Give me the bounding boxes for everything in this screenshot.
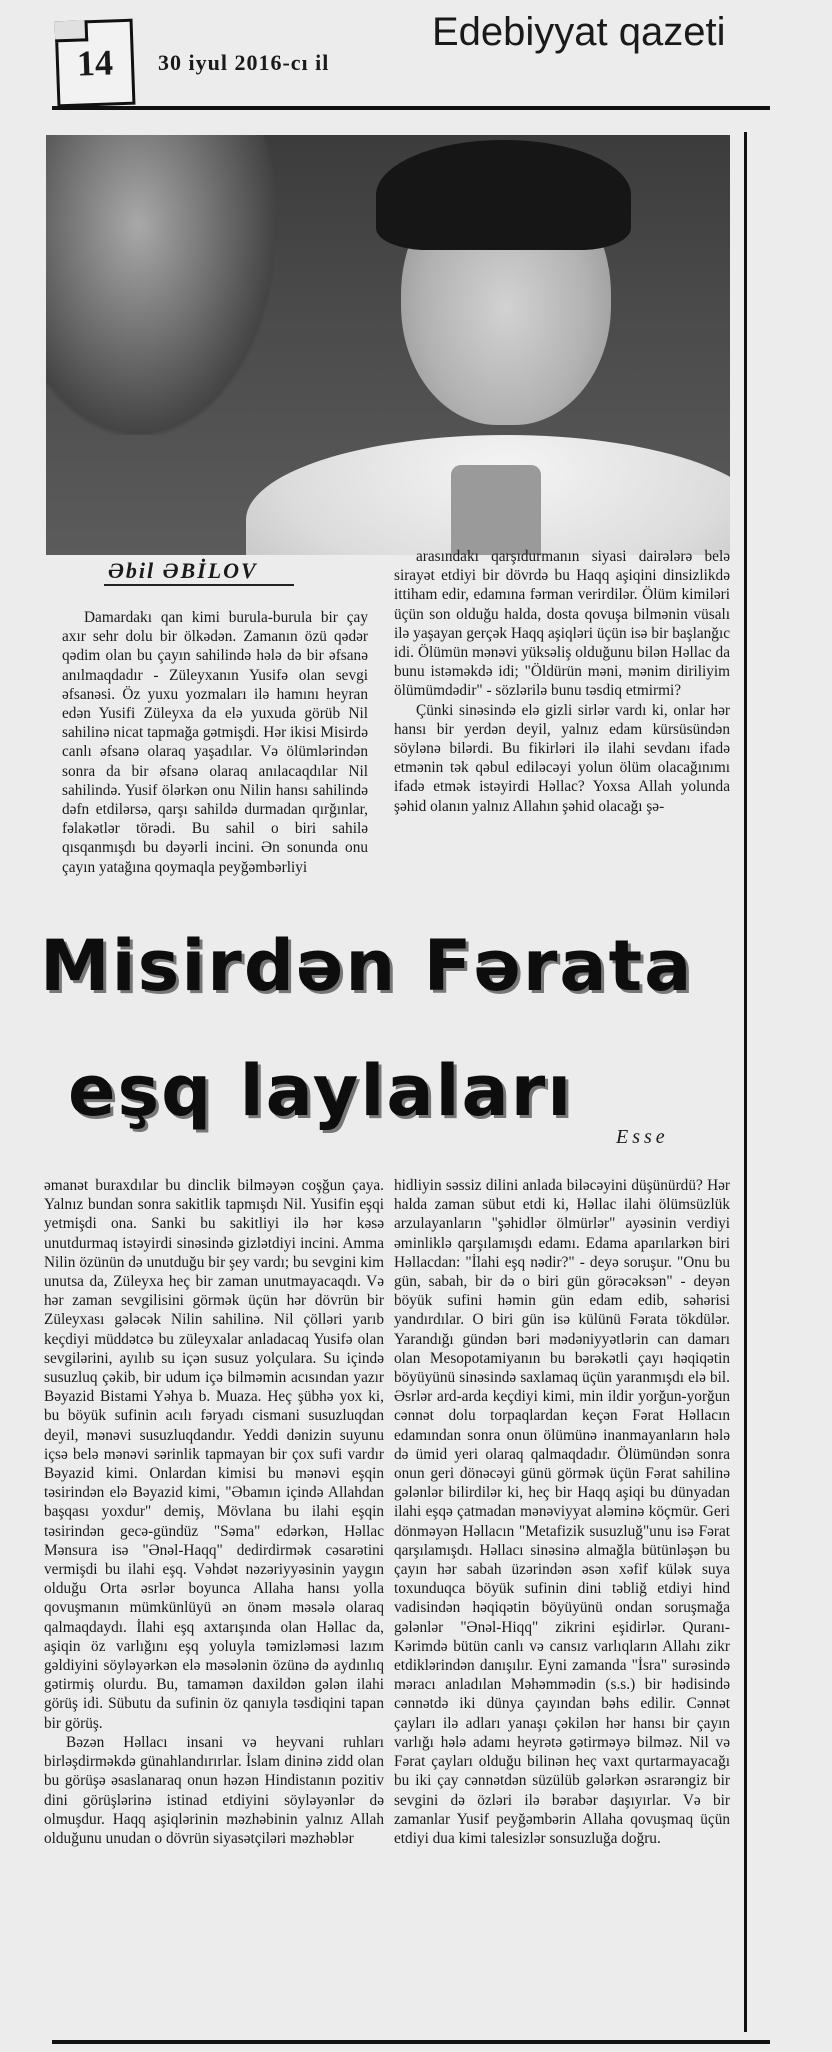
photo-background-tree: [46, 135, 276, 435]
paragraph: arasındakı qarşıdurmanın siyasi dairələrə belə sirayət etdiyi bir dövrdə bu Haqq aşiqini dinsizlikdə ittiham edir, edamına fərman verirdilər. Ölüm kimiləri üçün son olduğu halda, dosta qovuşa bilmənin vüsalı ilə yaşayan gerçək Haqq aşiqləri üçün isə bir başlanğıc idi. Ölümün mənəvi yüksəliş olduğunu bilən Həllac da bunu istəməkdə idi; "Öldürün məni, mənim diriliyim ölümümdədir" - sözlərilə bunu təsdiq etmirmi?: [394, 548, 730, 700]
page-number-badge: [55, 19, 136, 108]
newspaper-masthead: Edebiyyat qazeti: [432, 10, 726, 54]
author-photo: [46, 135, 730, 555]
paragraph: əmanət buraxdılar bu dinclik bilməyən coşğun çaya. Yalnız bundan sonra sakitlik tapmışdı Nil. Yusifin eşqi yetmişdi ona. Sanki bu sakitliyi ilə hər kəsə unutdurmaq istəyirdi sinəsində gizlətdiyi incini. Amma Nilin özünün də unutduğu bir şey vardı; bu sevgini kim unutsa da, Züleyxa heç bir zaman unutmayacaqdı. Və hər zaman sevgilisini görmək üçün hər dövrün bir Züleyxası gələcək Nilin sahilinə. Nil çölləri yarıb keçdiyi müddətcə bu züleyxalar anladacaq Yusifə olan sevgilərini, ayılıb su içən susuz yolçulara. Su içində susuzluq çəkib, bir udum içə bilməmin acısından yazır Bəyazid Bistami Yəhya b. Muaza. Heç şübhə yox ki, bu böyük sufinin acılı fəryadı cismani susuzluqdan deyil, mənəvi susuzluqdandır. Yeddi dənizin suyunu içsə belə mənəvi sərinlik tapmayan bir çox sufi vardır Bəyazid kimi. Onlardan kimisi bu mənəvi eşqin təsirindən elə Bəyazid kimi, "Əbamın içində Allahdan başqası yoxdur" demiş, Mövlana bu ilahi eşqin təsirindən gecə-gündüz "Səma" edərkən, Həllac Mənsura isə "Ənəl-Haqq" dedirdirmək cəsarətini vermişdi bu ilahi eşq. Vəhdət nəzəriyyəsinin yaygın olduğu Orta əsrlər boyunca Allaha hansı yolla qovuşmanın mümkünlüyü ən önəm məsələ olaraq qalmaqdaydı. İlahi eşq axtarışında olan Həllac da, aşiqin öz varlığını eşq yoluyla təmizləməsi lazım gəldiyini söyləyərkən elə məsələnin özünə də aydınlıq gətirmiş olurdu. Bu, tamamən daxildən gələn ilahi görüş idi. Sübutu da sufinin öz qanıyla təsdiqini tapan bir görüş.: [44, 1177, 384, 1732]
footer-rule: [52, 2040, 770, 2044]
photo-collar: [451, 465, 541, 555]
article-genre: Esse: [616, 1126, 669, 1148]
page-header: [0, 0, 832, 110]
column-bottom-right: [394, 1176, 730, 1848]
byline-underline: [104, 584, 294, 586]
column-top-right: [394, 547, 730, 816]
page-number: 14: [76, 42, 114, 84]
column-top-left: [62, 608, 368, 877]
column-bottom-left: [44, 1176, 384, 1848]
paragraph: Bəzən Həllacı insani və heyvani ruhları birləşdirməkdə günahlandırırlar. İslam dininə zidd olan bu görüşə əsaslanaraq onun həzən Hindistanın pozitiv dini görüşlərinə istinad etdiyini söyləyənlər də olmuşdur. Haqq aşiqlərinin məzhəbinin yalnız Allah olduğunu unudan o dövrün siyasətçiləri məzhəblər: [44, 1733, 384, 1847]
column-rule: [744, 132, 747, 2032]
article-title-line-2: eşq laylaları: [68, 1050, 574, 1132]
article-title-line-1: Misirdən Fərata: [40, 925, 694, 1007]
photo-hair: [376, 140, 631, 250]
paragraph: hidliyin səssiz dilini anlada biləcəyini düşünürdü? Hər halda zaman sübut etdi ki, Həllac ilahi ölümsüzlük arzulayanların "şəhidlər ölmürlər" ayəsinin verdiyi əminliklə qarşılamışdı edamı. Edama aparılarkən biri Həllacdan: "İlahi eşq nədir?" - deyə soruşur. "Onu bu gün, sabah, bir də o biri gün görəcəksən" - deyən böyük sufini həmin gün edam edib, səhərisi yandırdılar. O biri gün isə külünü Fərata tökdülər. Yarandığı gündən bəri mədəniyyətlərin can damarı olan Mesopotamiyanın bu bərəkətli çayı həqiqətin böyüyünü sinəsində saxlamaq üçün yaranmışdı elə bil. Əsrlər ard-arda keçdiyi kimi, min ildir yorğun-yorğun cənnət dolu torpaqlardan keçən Fərat Həllacın edamından sonra onun ölümünə inanmayanların hələ də ümid yeri olaraq qalmaqdadır. Ölümündən sonra onun geri dönəcəyi günü görmək üçün Fərat sahilinə gələnlər bilirdilər ki, heç bir Haqq aşiqi bu dünyadan ilahi eşqə çatmadan mənəviyyat aləminə köçmür. Geri dönməyən Həllacın "Metafizik susuzluğ"unu isə Fərat qarşılamışdı. Həllacı sinəsinə almağla bütünləşən bu çayın hər sabah üzərindən əsən xəfif külək suya toxunduqca böyük sufinin dini təbliğ etdiyi hind vadisindən həqiqətin böyüyünü ondan soruşmağa gələnlər "Ənəl-Hiqq" zikrini eşidirlər. Quranı-Kərimdə bütün canlı və cansız varlıqların Allahı zikr etdiklərindən danışılır. Eyni zamanda "İsra" surəsində məracı anladılan Məhəmmədin (s.s.) bir hədisində cənnətdə iki dünya çayından bəhs edilir. Cənnət çayları ilə adları yanaşı çəkilən hər hansı bir çayın varlığı hələ adamı heyrətə gətirməyə bilməz. Nil və Fərat çayları olduğu bilinən heç vaxt qurtarmayacağı bu iki çay cənnətdən süzülüb gələrkən əsrarəngiz bir sevgini də özləri ilə bərabər daşıyırlar. Və bir zamanlar Yusif peyğəmbərin Allaha qovuşmaq üçün etdiyi dua kimi talesizlər sonsuzluğa doğru.: [394, 1177, 730, 1847]
issue-date: 30 iyul 2016-cı il: [158, 50, 330, 75]
paragraph: Çünki sinəsində elə gizli sirlər vardı ki, onlar hər hansı bir yerdən deyil, yalnız edam kürsüsündən söylənə bilərdi. Bu fikirləri ilə ilahi sevdanı ifadə etmənin tək qəbul ediləcəyi yolun ölüm olacağınımı ifadə etmək istəyirdi Həllac? Yoxsa Allah yolunda şəhid olanın yalnız Allahın şəhid olacağı şə-: [394, 701, 730, 815]
paragraph: Damardakı qan kimi burula-burula bir çay axır sehr dolu bir ölkədən. Zamanın özü qədər qədim olan bu çayın sahilində hələ də bir əfsanə anılmaqdadır - Züleyxanın Yusifə olan sevgi əfsanəsi. Öz yuxu yozmaları ilə hamını heyran edən Yusifi Züleyxa da elə yuxuda görüb Nil sahilinə nicat tapmağa gətmişdi. Hər ikisi Misirdə canlı əfsanə olaraq yaşadılar. Və ölümlərindən sonra da bir əfsanə olaraq anılacaqdılar Nil sahilində. Yusif ölərkən onu Nilin hansı sahilində dəfn etdilərsə, qarşı sahildə durmadan qırğınlar, fəlakətlər törədi. Bu sahil o biri sahilə qısqanmışdı bu dəyərli incini. Ən sonunda onu çayın yatağına qoymaqla peyğəmbərliyi: [62, 609, 368, 876]
header-rule: [52, 106, 770, 110]
author-byline: Əbil ƏBİLOV: [108, 558, 258, 583]
